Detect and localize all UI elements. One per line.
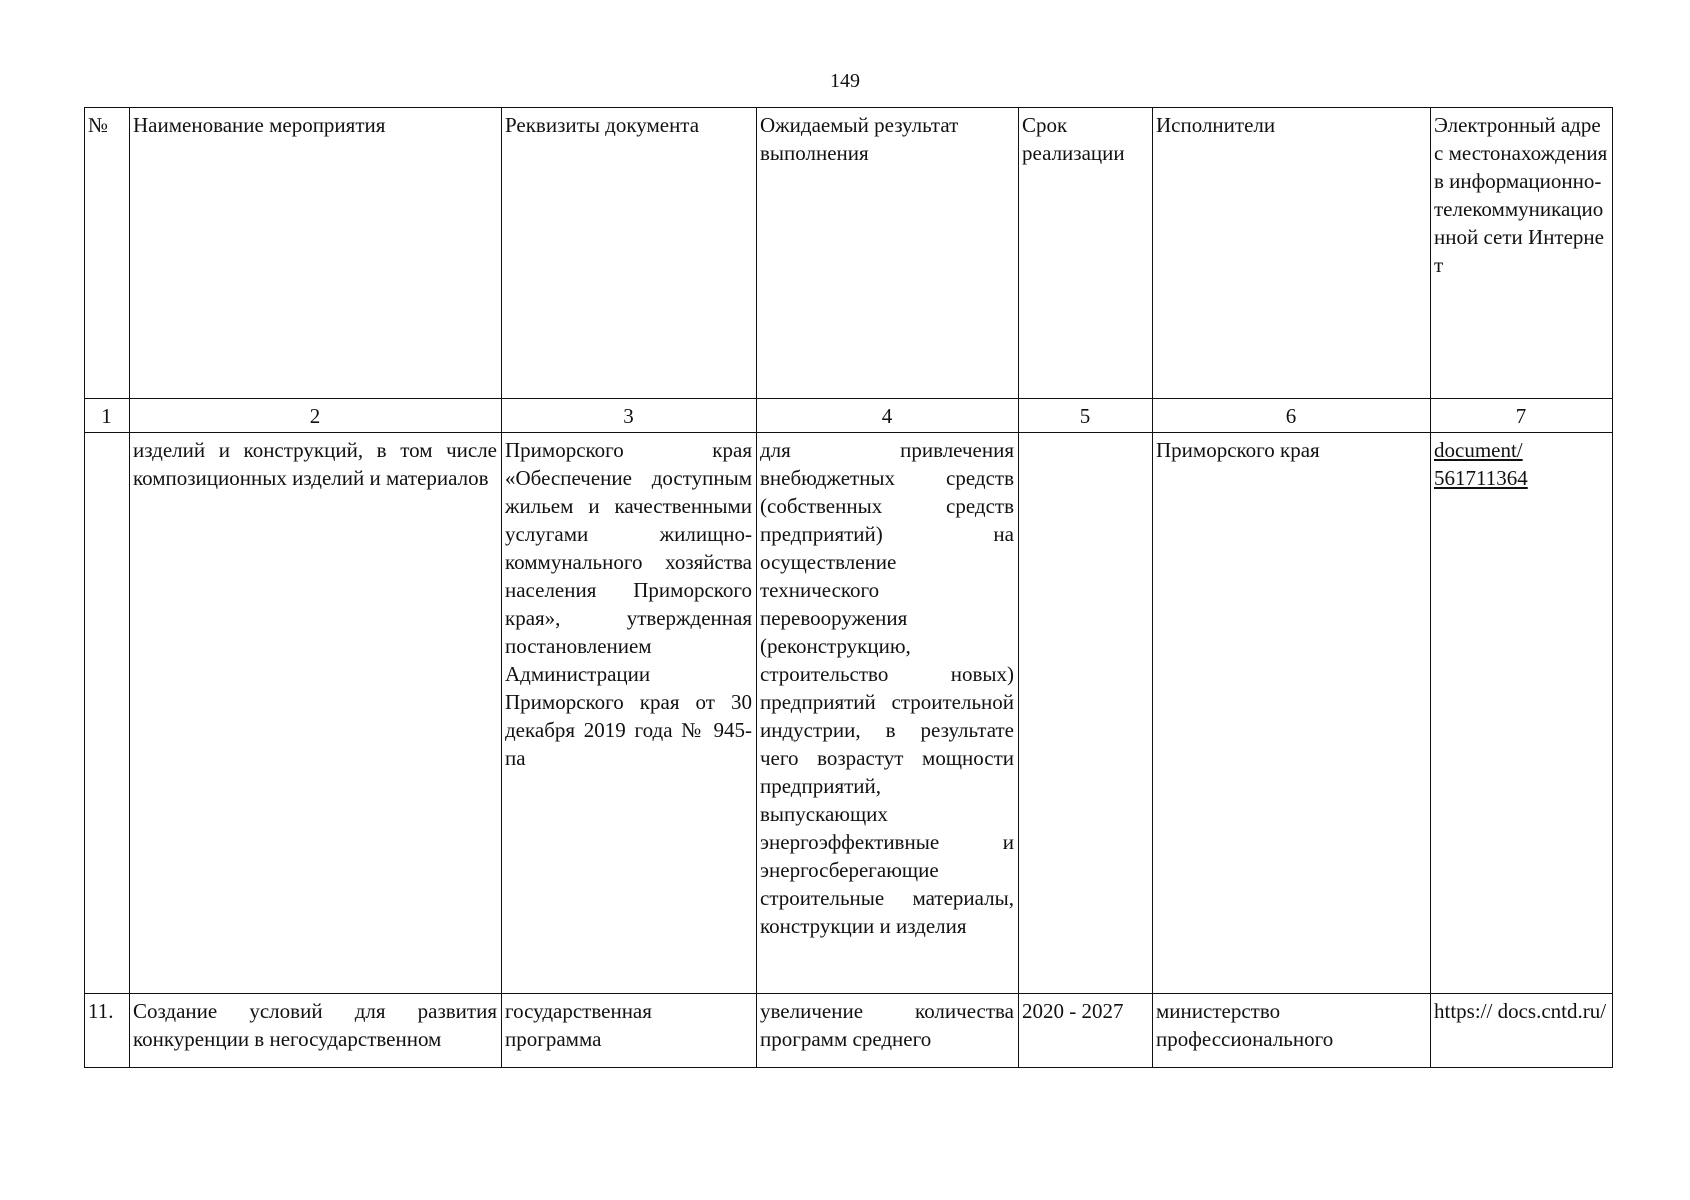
term: 2020 - 2027 bbox=[1019, 994, 1153, 1068]
internet-address-link[interactable] bbox=[1431, 433, 1613, 994]
column-number: 7 bbox=[1431, 399, 1613, 433]
table-row bbox=[85, 433, 1613, 994]
executors: министерство профессионального bbox=[1153, 994, 1431, 1068]
header-document-details: Реквизиты документа bbox=[502, 108, 757, 399]
column-number: 5 bbox=[1019, 399, 1153, 433]
measure-name: Создание условий для развития конкуренции в негосударственном bbox=[130, 994, 502, 1068]
page-number: 149 bbox=[830, 70, 860, 92]
header-measure-name: Наименование мероприятия bbox=[130, 108, 502, 399]
table-row bbox=[85, 994, 1613, 1068]
internet-address[interactable]: https:// docs.cntd.ru/ bbox=[1431, 994, 1613, 1068]
column-number-row bbox=[85, 399, 1613, 433]
header-executors: Исполнители bbox=[1153, 108, 1431, 399]
table-header-row bbox=[85, 108, 1613, 399]
measures-table bbox=[84, 107, 1613, 1068]
expected-result: для привлечения внебюджетных средств (собственных средств предприятий) на осуществление технического перевооружения (реконструкцию, строительство новых) предприятий строительной индустрии, в результате чего возрастут мощности предприятий, выпускающих энергоэффективные и энергосберегающие строительные материалы, конструкции и изделия bbox=[757, 433, 1019, 994]
column-number: 2 bbox=[130, 399, 502, 433]
header-term: Срок реализации bbox=[1019, 108, 1153, 399]
executors: Приморского края bbox=[1153, 433, 1431, 994]
row-number: 11. bbox=[85, 994, 130, 1068]
column-number: 4 bbox=[757, 399, 1019, 433]
address-link-text[interactable]: document/ 561711364 bbox=[1434, 438, 1528, 490]
term bbox=[1019, 433, 1153, 994]
document-details: Приморского края «Обеспечение доступным жильем и качественными услугами жилищно-коммунального хозяйства населения Приморского края», утвержденная постановлением Администрации Приморского края от 30 декабря 2019 года № 945-па bbox=[502, 433, 757, 994]
row-number bbox=[85, 433, 130, 994]
header-expected-result: Ожидаемый результат выполнения bbox=[757, 108, 1019, 399]
column-number: 1 bbox=[85, 399, 130, 433]
document-details: государственная программа bbox=[502, 994, 757, 1068]
expected-result: увеличение количества программ среднего bbox=[757, 994, 1019, 1068]
header-internet-address: Электронный адрес местонахождения в информационно-телекоммуникационной сети Интернет bbox=[1431, 108, 1613, 399]
measure-name: изделий и конструкций, в том числе композиционных изделий и материалов bbox=[130, 433, 502, 994]
header-number: № bbox=[85, 108, 130, 399]
column-number: 6 bbox=[1153, 399, 1431, 433]
column-number: 3 bbox=[502, 399, 757, 433]
